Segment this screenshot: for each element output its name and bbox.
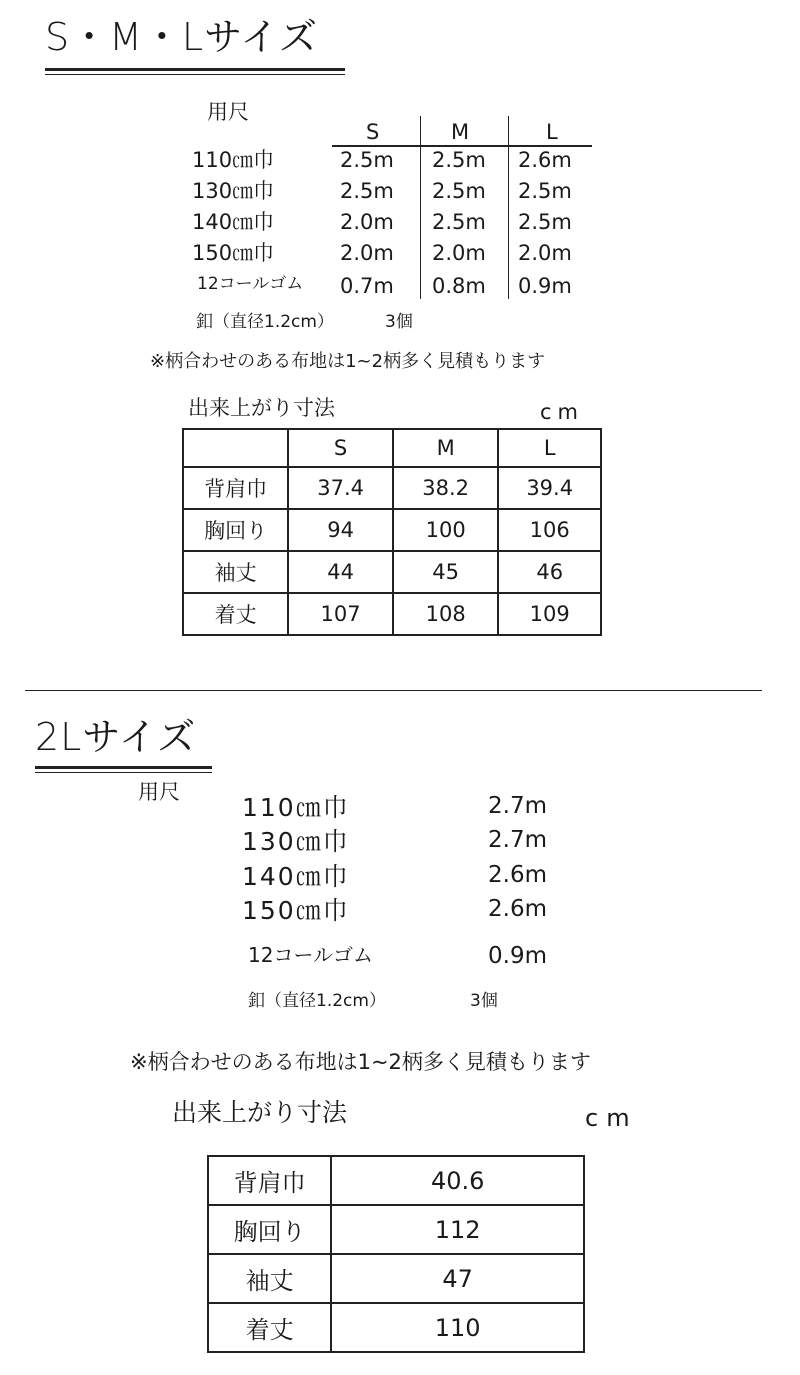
- yardage-value: 2.7m: [488, 793, 547, 819]
- unit-label: cm: [585, 1104, 638, 1132]
- table-row: [208, 1156, 584, 1205]
- size-header-m: M: [451, 120, 470, 144]
- yardage-value: 2.6m: [518, 148, 572, 172]
- pattern-note: ※柄合わせのある布地は1~2柄多く見積もります: [150, 351, 546, 372]
- yardage-row-label: 110㎝巾: [242, 793, 350, 822]
- column-divider: [508, 116, 509, 299]
- table-row: [183, 429, 601, 467]
- yardage-label: 用尺: [138, 780, 180, 804]
- table-cell: L: [498, 429, 601, 467]
- yardage-value: 2.0m: [518, 241, 572, 265]
- yardage-value: 2.7m: [488, 827, 547, 853]
- table-cell: 106: [498, 509, 601, 551]
- table-cell: 46: [498, 551, 601, 593]
- button-qty: 3個: [470, 991, 498, 1011]
- table-row: [183, 467, 601, 509]
- unit-label: cm: [540, 400, 585, 424]
- table-cell: 袖丈: [208, 1254, 331, 1303]
- yardage-value: 2.0m: [340, 241, 394, 265]
- finished-label: 出来上がり寸法: [172, 1098, 348, 1127]
- yardage-value: 2.5m: [340, 148, 394, 172]
- header-rule: [332, 145, 592, 147]
- table-cell: 94: [288, 509, 393, 551]
- table-cell: 背肩巾: [183, 467, 288, 509]
- pattern-note: ※柄合わせのある布地は1~2柄多く見積もります: [130, 1050, 591, 1074]
- yardage-row-label: 150㎝巾: [192, 241, 275, 265]
- section-title-2l: 2Lサイズ: [35, 715, 197, 759]
- table-cell: 胸回り: [183, 509, 288, 551]
- button-qty: 3個: [385, 312, 413, 332]
- yardage-value: 0.9m: [488, 943, 547, 969]
- button-label: 釦（直径1.2cm）: [248, 991, 386, 1011]
- yardage-row-label: 140㎝巾: [192, 210, 275, 234]
- table-cell: 37.4: [288, 467, 393, 509]
- yardage-row-label: 12コールゴム: [197, 274, 304, 294]
- table-cell: 100: [393, 509, 499, 551]
- yardage-row-label: 150㎝巾: [242, 896, 350, 925]
- table-cell: 108: [393, 593, 499, 635]
- table-cell: 背肩巾: [208, 1156, 331, 1205]
- table-cell: 107: [288, 593, 393, 635]
- table-cell: 109: [498, 593, 601, 635]
- yardage-value: 2.5m: [518, 210, 572, 234]
- title-underline: [35, 772, 212, 773]
- yardage-row-label: 12コールゴム: [248, 943, 374, 967]
- finished-table-sml: [182, 428, 602, 636]
- table-cell: 47: [331, 1254, 584, 1303]
- yardage-value: 2.5m: [518, 179, 572, 203]
- table-cell: 110: [331, 1303, 584, 1352]
- table-cell: 45: [393, 551, 499, 593]
- column-divider: [420, 116, 421, 299]
- table-row: [183, 509, 601, 551]
- table-cell: 112: [331, 1205, 584, 1254]
- finished-table-2l: [207, 1155, 585, 1353]
- yardage-row-label: 140㎝巾: [242, 862, 350, 891]
- size-header-s: S: [366, 120, 380, 144]
- yardage-value: 0.7m: [340, 274, 394, 298]
- section-title-sml: S・M・Lサイズ: [45, 15, 319, 59]
- yardage-value: 0.9m: [518, 274, 572, 298]
- table-cell: S: [288, 429, 393, 467]
- table-row: [208, 1303, 584, 1352]
- yardage-value: 0.8m: [432, 274, 486, 298]
- yardage-row-label: 110㎝巾: [192, 148, 275, 172]
- finished-label: 出来上がり寸法: [188, 396, 335, 420]
- table-row: [183, 551, 601, 593]
- table-row: [183, 593, 601, 635]
- yardage-value: 2.5m: [340, 179, 394, 203]
- yardage-row-label: 130㎝巾: [192, 179, 275, 203]
- size-header-l: L: [546, 120, 558, 144]
- yardage-value: 2.6m: [488, 862, 547, 888]
- title-underline: [45, 68, 345, 71]
- yardage-value: 2.0m: [432, 241, 486, 265]
- section-divider: [25, 690, 762, 691]
- button-label: 釦（直径1.2cm）: [196, 312, 334, 332]
- table-row: [208, 1254, 584, 1303]
- yardage-value: 2.6m: [488, 896, 547, 922]
- table-cell: 38.2: [393, 467, 499, 509]
- table-cell: M: [393, 429, 499, 467]
- yardage-value: 2.5m: [432, 210, 486, 234]
- title-underline: [35, 766, 212, 769]
- yardage-label: 用尺: [207, 100, 249, 124]
- yardage-value: 2.5m: [432, 179, 486, 203]
- table-row: [208, 1205, 584, 1254]
- table-cell: [183, 429, 288, 467]
- table-cell: 胸回り: [208, 1205, 331, 1254]
- yardage-row-label: 130㎝巾: [242, 827, 350, 856]
- title-underline: [45, 74, 345, 75]
- table-cell: 着丈: [183, 593, 288, 635]
- yardage-value: 2.5m: [432, 148, 486, 172]
- table-cell: 袖丈: [183, 551, 288, 593]
- table-cell: 39.4: [498, 467, 601, 509]
- table-cell: 着丈: [208, 1303, 331, 1352]
- yardage-value: 2.0m: [340, 210, 394, 234]
- table-cell: 40.6: [331, 1156, 584, 1205]
- table-cell: 44: [288, 551, 393, 593]
